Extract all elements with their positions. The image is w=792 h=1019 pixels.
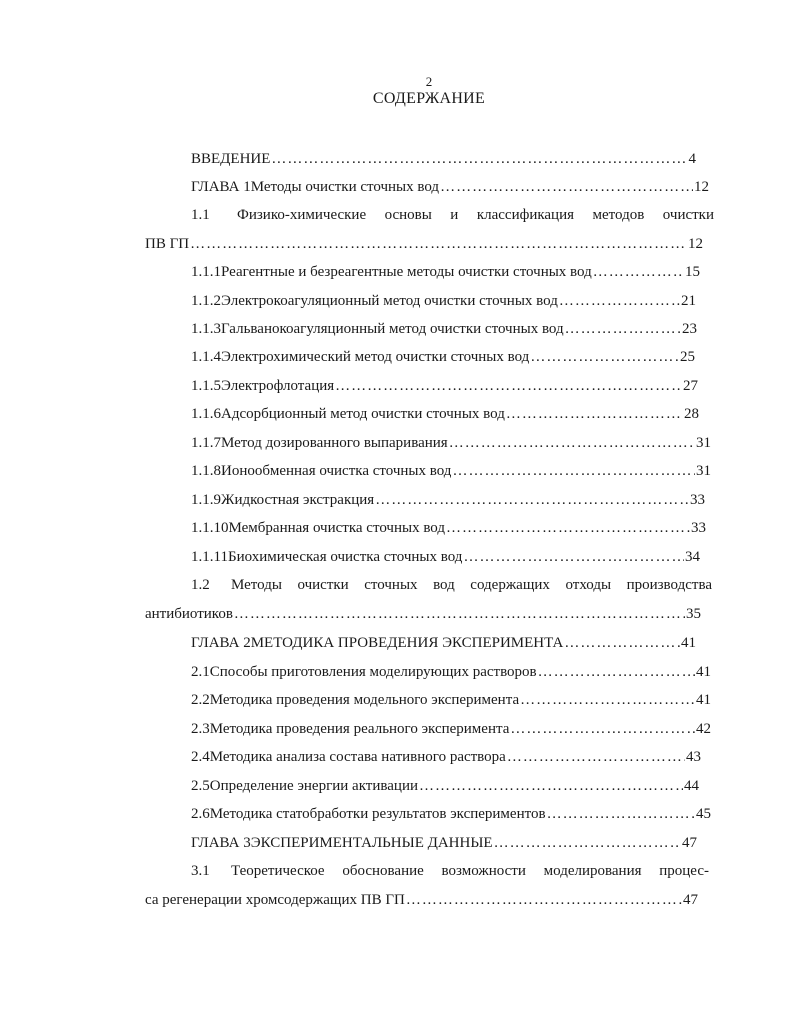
toc-entry-title: Методика статобработки результатов экспериментов — [209, 806, 546, 822]
toc-entry-1-2-line2 — [145, 605, 701, 623]
toc-entry-page: 34 — [685, 549, 700, 565]
toc-entry-number: 1.1.5 — [191, 378, 221, 394]
toc-entry-1-1-line2 — [145, 235, 703, 253]
toc-entry-title: Реагентные и безреагентные методы очистки сточных вод — [221, 264, 592, 280]
toc-entry-number: 1.2 — [191, 577, 210, 593]
toc-entry-title: Жидкостная экстракция — [221, 492, 375, 508]
dot-leader — [494, 834, 681, 852]
toc-entry-title: ВВЕДЕНИЕ — [191, 151, 271, 167]
toc-entry-number: 1.1.1 — [191, 264, 221, 280]
toc-entry-title: Способы приготовления моделирующих растворов — [209, 664, 537, 680]
toc-entry-title-cont: ПВ ГП — [145, 236, 190, 252]
toc-entry-2-5 — [191, 777, 699, 795]
toc-entry-1-1-2 — [191, 292, 696, 310]
toc-entry-title: Теоретическое обоснование возможности моделирования процес- — [231, 863, 709, 879]
toc-entry-title: Физико-химические основы и классификация методов очистки — [237, 207, 714, 223]
dot-leader — [375, 491, 689, 509]
toc-entry-page: 28 — [684, 406, 699, 422]
dot-leader — [406, 891, 682, 909]
toc-entry-page: 47 — [683, 892, 698, 908]
toc-entry-number: 1.1.11 — [191, 549, 228, 565]
toc-entry-1-1-1 — [191, 263, 700, 281]
toc-entry-title: Методика анализа состава нативного раствора — [209, 749, 506, 765]
dot-leader — [547, 805, 695, 823]
toc-entry-number: ГЛАВА 3 — [191, 835, 251, 851]
toc-entry-1-1-7 — [191, 434, 711, 452]
toc-entry-title: Адсорбционный метод очистки сточных вод — [221, 406, 505, 422]
toc-entry-1-1-8 — [191, 462, 711, 480]
toc-entry-page: 15 — [685, 264, 700, 280]
toc-entry-1-1-line1 — [191, 206, 714, 224]
toc-entry-3-1-line2 — [145, 891, 698, 909]
toc-entry-2-1 — [191, 663, 711, 681]
toc-entry-number: 2.4 — [191, 749, 210, 765]
dot-leader — [559, 292, 680, 310]
toc-entry-page: 27 — [683, 378, 698, 394]
toc-entry-title: Определение энергии активации — [209, 778, 418, 794]
toc-entry-1-1-4 — [191, 348, 695, 366]
toc-entry-number: 1.1.6 — [191, 406, 221, 422]
toc-entry-3-1-line1 — [191, 862, 709, 880]
toc-entry-title: Методика проведения реального эксперимента — [209, 721, 510, 737]
toc-entry-page: 42 — [696, 721, 711, 737]
toc-entry-page: 31 — [696, 463, 711, 479]
dot-leader — [593, 263, 684, 281]
toc-entry-number: 2.3 — [191, 721, 210, 737]
toc-entry-intro — [191, 150, 696, 168]
toc-entry-title: МЕТОДИКА ПРОВЕДЕНИЯ ЭКСПЕРИМЕНТА — [250, 635, 564, 651]
toc-entry-title: Мембранная очистка сточных вод — [228, 520, 446, 536]
toc-entry-title: Электрофлотация — [221, 378, 335, 394]
page-number: 2 — [425, 74, 433, 89]
page-title: СОДЕРЖАНИЕ — [372, 90, 486, 107]
toc-entry-title: Методы очистки сточных вод содержащих отходы производства — [231, 577, 712, 593]
dot-leader — [271, 150, 687, 168]
toc-entry-chapter-3 — [191, 834, 697, 852]
toc-entry-number: 2.2 — [191, 692, 210, 708]
toc-entry-title: Ионообменная очистка сточных вод — [221, 463, 452, 479]
toc-entry-2-6 — [191, 805, 711, 823]
toc-entry-page: 41 — [681, 635, 696, 651]
dot-leader — [510, 720, 695, 738]
toc-entry-1-1-3 — [191, 320, 697, 338]
toc-entry-number: 2.5 — [191, 778, 210, 794]
toc-entry-page: 12 — [688, 236, 703, 252]
dot-leader — [530, 348, 679, 366]
dot-leader — [463, 548, 684, 566]
toc-entry-page: 47 — [682, 835, 697, 851]
toc-entry-chapter-2 — [191, 634, 696, 652]
toc-entry-title: Методы очистки сточных вод — [250, 179, 440, 195]
toc-entry-page: 33 — [691, 520, 706, 536]
dot-leader — [538, 663, 695, 681]
toc-entry-1-1-11 — [191, 548, 700, 566]
toc-entry-number: 1.1.3 — [191, 321, 221, 337]
dot-leader — [419, 777, 683, 795]
toc-entry-title: Электрокоагуляционный метод очистки сточных вод — [221, 293, 558, 309]
toc-entry-page: 35 — [686, 606, 701, 622]
toc-entry-page: 25 — [680, 349, 695, 365]
dot-leader — [565, 320, 681, 338]
toc-entry-title: Биохимическая очистка сточных вод — [227, 549, 463, 565]
toc-entry-number: 1.1.10 — [191, 520, 229, 536]
toc-entry-number: 3.1 — [191, 863, 210, 879]
dot-leader — [564, 634, 680, 652]
dot-leader — [335, 377, 682, 395]
toc-entry-1-1-10 — [191, 519, 706, 537]
toc-entry-1-1-6 — [191, 405, 699, 423]
dot-leader — [520, 691, 695, 709]
dot-leader — [507, 748, 685, 766]
toc-entry-title-cont: антибиотиков — [145, 606, 233, 622]
toc-entry-title: Гальванокоагуляционный метод очистки сточных вод — [221, 321, 564, 337]
toc-entry-page: 45 — [696, 806, 711, 822]
toc-entry-number: 1.1 — [191, 207, 210, 223]
toc-entry-page: 12 — [694, 179, 709, 195]
toc-entry-title: Метод дозированного выпаривания — [221, 435, 448, 451]
toc-entry-page: 41 — [696, 664, 711, 680]
toc-entry-page: 43 — [686, 749, 701, 765]
toc-entry-chapter-1 — [191, 178, 709, 196]
toc-entry-title: ЭКСПЕРИМЕНТАЛЬНЫЕ ДАННЫЕ — [250, 835, 493, 851]
toc-entry-page: 33 — [690, 492, 705, 508]
toc-entry-page: 41 — [696, 692, 711, 708]
dot-leader — [449, 434, 695, 452]
dot-leader — [190, 235, 687, 253]
toc-entry-1-1-5 — [191, 377, 698, 395]
toc-entry-1-2-line1 — [191, 576, 712, 594]
dot-leader — [234, 605, 685, 623]
dot-leader — [452, 462, 695, 480]
toc-entry-number: 2.6 — [191, 806, 210, 822]
toc-entry-title: Электрохимический метод очистки сточных вод — [221, 349, 530, 365]
toc-entry-page: 23 — [682, 321, 697, 337]
toc-entry-number: 2.1 — [191, 664, 210, 680]
dot-leader — [446, 519, 690, 537]
toc-entry-page: 4 — [688, 151, 696, 167]
toc-entry-title-cont: са регенерации хромсодержащих ПВ ГП — [145, 892, 405, 908]
toc-entry-number: 1.1.2 — [191, 293, 221, 309]
toc-entry-number: 1.1.9 — [191, 492, 221, 508]
toc-entry-page: 31 — [696, 435, 711, 451]
toc-entry-number: 1.1.8 — [191, 463, 221, 479]
toc-entry-2-2 — [191, 691, 711, 709]
dot-leader — [440, 178, 693, 196]
toc-entry-2-4 — [191, 748, 701, 766]
toc-entry-2-3 — [191, 720, 711, 738]
toc-entry-number: 1.1.4 — [191, 349, 221, 365]
toc-entry-number: 1.1.7 — [191, 435, 221, 451]
toc-entry-number: ГЛАВА 2 — [191, 635, 251, 651]
toc-entry-number: ГЛАВА 1 — [191, 179, 251, 195]
toc-entry-page: 21 — [681, 293, 696, 309]
toc-entry-title: Методика проведения модельного эксперимента — [209, 692, 520, 708]
toc-entry-1-1-9 — [191, 491, 705, 509]
toc-entry-page: 44 — [684, 778, 699, 794]
dot-leader — [506, 405, 683, 423]
